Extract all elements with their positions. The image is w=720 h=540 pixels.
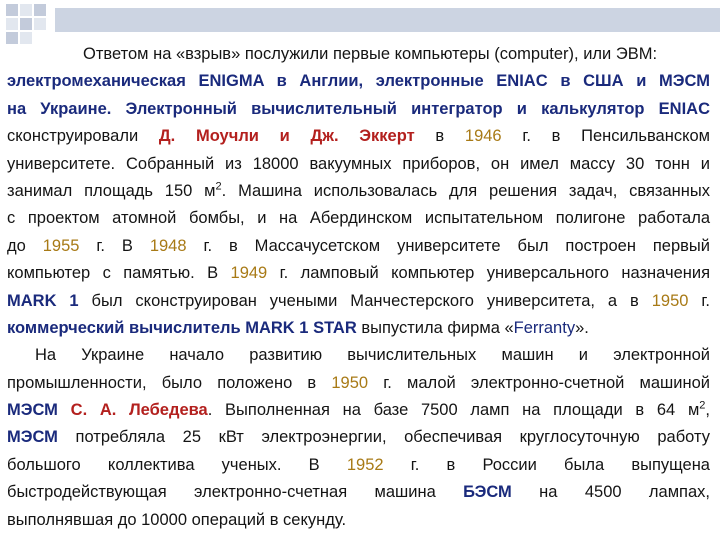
- text-span: сконструировали: [7, 127, 159, 146]
- history-text: [7, 41, 710, 534]
- text-line: [7, 260, 710, 287]
- text-span: до: [7, 236, 43, 255]
- text-span: ».: [575, 318, 589, 337]
- text-span: компьютер с памятью. В: [7, 264, 231, 283]
- text-span: университете. Собранный из 18000 вакуумных приборов, он имел массу 30 тонн и: [7, 154, 710, 173]
- text-span: На Украине начало развитию вычислительных машин и электронной: [35, 346, 710, 365]
- decor-square: [34, 4, 46, 16]
- text-span: г. в России была выпущена: [383, 455, 710, 474]
- text-span: с проектом атомной бомбы, и на Абердинском испытательном полигоне работала: [7, 209, 710, 228]
- text-line: [7, 370, 710, 397]
- decor-square: [6, 4, 18, 16]
- text-span-o: 1949: [230, 264, 268, 283]
- text-span: [58, 401, 71, 419]
- text-span: . Машина использовалась для решения задач, связанных: [221, 181, 710, 200]
- text-span-o: 1948: [149, 236, 187, 255]
- text-line: [7, 424, 710, 451]
- text-span: Ответом на «взрыв» послужили первые компьютеры (computer), или ЭВМ:: [83, 45, 658, 63]
- text-span-b: БЭСМ: [463, 483, 512, 502]
- text-span: занимал площадь 150 м: [7, 181, 216, 200]
- text-span-b: коммерческий вычислитель MARK 1 STAR: [7, 318, 357, 337]
- text-span: промышленности, было положено в: [7, 373, 332, 392]
- text-span: г. в Пенсильванском: [501, 127, 711, 146]
- text-line: [7, 233, 710, 260]
- text-span-b: MARK 1: [7, 291, 79, 310]
- header-band: [55, 8, 720, 32]
- text-line: [7, 288, 710, 315]
- text-span: г. ламповый компьютер универсального назначения: [267, 264, 711, 283]
- text-line: [7, 507, 710, 534]
- text-line: [7, 178, 710, 205]
- text-line: [7, 205, 710, 232]
- text-line: [7, 397, 710, 424]
- text-span: на 4500 лампах,: [511, 483, 711, 502]
- text-span: г. В: [79, 236, 150, 255]
- text-span-o: 1952: [346, 455, 384, 474]
- text-line: [7, 123, 710, 150]
- text-span-o: 1950: [331, 373, 369, 392]
- text-span: быстродействующая электронно-счетная машина: [7, 483, 464, 502]
- text-line: [7, 479, 710, 506]
- text-line: [7, 68, 710, 95]
- text-span: в: [414, 127, 465, 146]
- text-span: г. в Массачусетском университете был построен первый: [186, 236, 710, 255]
- text-span-r: Д. Моучли и Дж. Эккерт: [158, 127, 415, 146]
- text-span-sup: 2: [215, 180, 222, 193]
- text-span: был сконструирован учеными Манчестерского университета, а в: [78, 291, 652, 310]
- decor-square: [20, 18, 32, 30]
- text-span-r: С. А. Лебедева: [70, 401, 208, 420]
- text-span: потребляла 25 кВт электроэнергии, обеспечивая круглосуточную работу: [57, 428, 710, 447]
- text-span: . Выполненная на базе 7500 ламп на площади в 64 м: [207, 401, 700, 420]
- text-span: выпустила фирма «: [356, 318, 514, 337]
- text-span-o: 1955: [42, 236, 80, 255]
- decor-square: [6, 18, 18, 30]
- text-line: [7, 96, 710, 123]
- text-span-b: электромеханическая ENIGMA в Англии, электронные ENIAC в США и МЭСМ: [7, 72, 710, 91]
- text-span-sup: 2: [699, 399, 706, 412]
- text-span-b: МЭСМ: [7, 401, 58, 420]
- text-span-o: 1946: [464, 127, 502, 146]
- text-span: ,: [705, 401, 711, 420]
- text-span: г.: [688, 291, 710, 310]
- text-span: выполнявшая до 10000 операций в секунду.: [7, 510, 347, 529]
- decor-square: [20, 4, 32, 16]
- text-span: г. малой электронно-счетной машиной: [368, 373, 710, 392]
- text-line: [7, 342, 710, 369]
- text-line: [7, 315, 710, 342]
- text-span-b: на Украине. Электронный вычислительный интегратор и калькулятор ENIAC: [7, 99, 710, 118]
- text-line: [7, 452, 710, 479]
- text-span: большого коллектива ученых. В: [7, 455, 347, 474]
- text-line: [7, 41, 710, 68]
- decor-square: [34, 18, 46, 30]
- text-span-n: Ferranty: [513, 318, 576, 337]
- text-span-o: 1950: [651, 291, 689, 310]
- text-line: [7, 151, 710, 178]
- text-span-b: МЭСМ: [7, 428, 58, 447]
